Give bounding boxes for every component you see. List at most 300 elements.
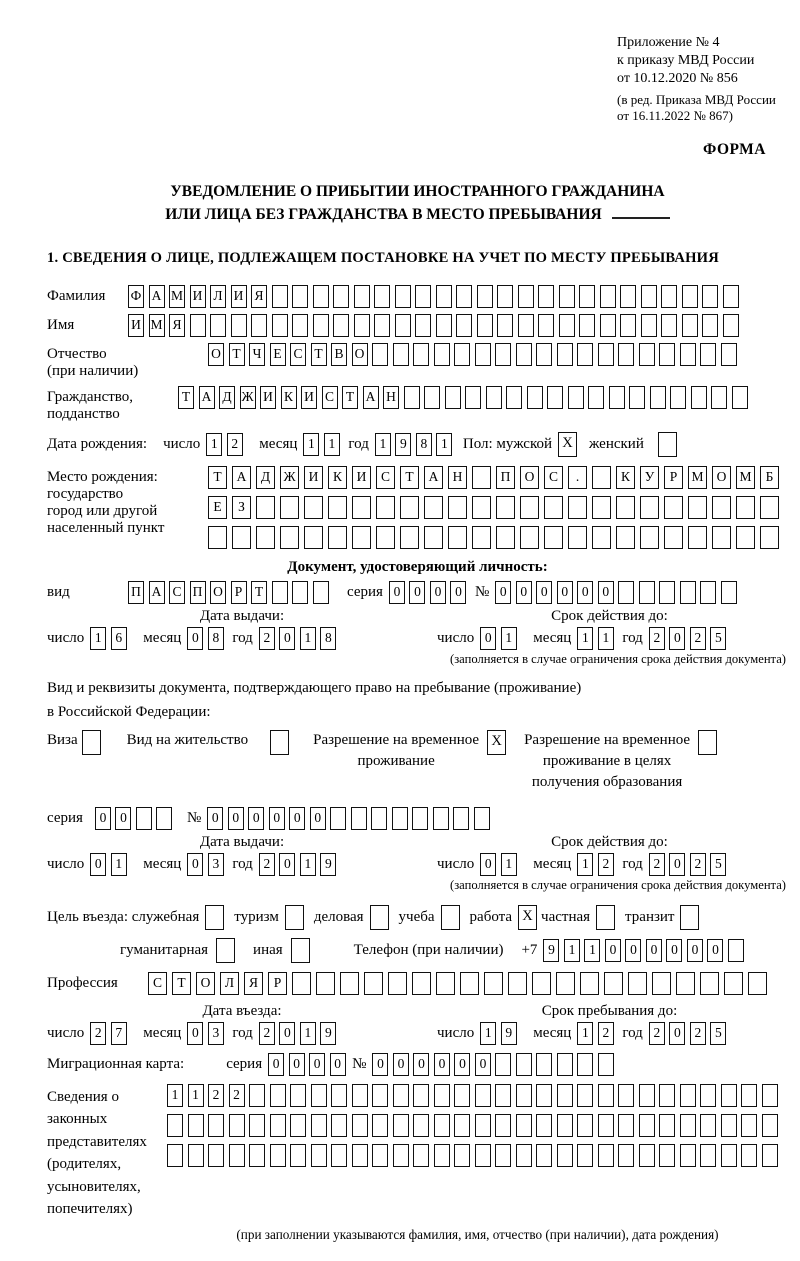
- char-cell[interactable]: [484, 972, 503, 995]
- char-cell[interactable]: [456, 314, 472, 337]
- char-cell[interactable]: [518, 314, 534, 337]
- char-cell[interactable]: [352, 1114, 368, 1137]
- char-cell[interactable]: [272, 581, 288, 604]
- char-cell[interactable]: [333, 314, 349, 337]
- char-cell[interactable]: 0: [279, 853, 295, 876]
- char-cell[interactable]: [292, 581, 308, 604]
- char-cell[interactable]: [495, 1053, 511, 1076]
- char-cell[interactable]: [340, 972, 359, 995]
- char-cell[interactable]: А: [149, 581, 165, 604]
- char-cell[interactable]: [331, 1084, 347, 1107]
- purpose-work-checkbox[interactable]: X: [518, 905, 537, 930]
- char-cell[interactable]: Т: [229, 343, 245, 366]
- char-cell[interactable]: М: [149, 314, 165, 337]
- char-cell[interactable]: [680, 343, 696, 366]
- char-cell[interactable]: [424, 496, 443, 519]
- char-cell[interactable]: С: [544, 466, 563, 489]
- char-cell[interactable]: И: [260, 386, 276, 409]
- char-cell[interactable]: [352, 496, 371, 519]
- char-cell[interactable]: [372, 343, 388, 366]
- char-cell[interactable]: А: [424, 466, 443, 489]
- char-cell[interactable]: 0: [207, 807, 223, 830]
- char-cell[interactable]: [167, 1144, 183, 1167]
- char-cell[interactable]: [445, 386, 461, 409]
- char-cell[interactable]: 0: [289, 807, 305, 830]
- char-cell[interactable]: И: [304, 466, 323, 489]
- char-cell[interactable]: [741, 1114, 757, 1137]
- char-cell[interactable]: 0: [269, 807, 285, 830]
- char-cell[interactable]: [664, 526, 683, 549]
- char-cell[interactable]: Т: [400, 466, 419, 489]
- char-cell[interactable]: [659, 581, 675, 604]
- char-cell[interactable]: 0: [310, 807, 326, 830]
- char-cell[interactable]: 0: [268, 1053, 284, 1076]
- char-cell[interactable]: [475, 343, 491, 366]
- char-cell[interactable]: А: [232, 466, 251, 489]
- char-cell[interactable]: [412, 807, 428, 830]
- char-cell[interactable]: 1: [188, 1084, 204, 1107]
- char-cell[interactable]: [311, 1144, 327, 1167]
- char-cell[interactable]: 6: [111, 627, 127, 650]
- char-cell[interactable]: И: [128, 314, 144, 337]
- char-cell[interactable]: [190, 314, 206, 337]
- char-cell[interactable]: [167, 1114, 183, 1137]
- char-cell[interactable]: 2: [690, 627, 706, 650]
- char-cell[interactable]: [536, 1084, 552, 1107]
- char-cell[interactable]: [516, 1084, 532, 1107]
- char-cell[interactable]: [544, 496, 563, 519]
- char-cell[interactable]: 3: [208, 853, 224, 876]
- char-cell[interactable]: 5: [710, 627, 726, 650]
- char-cell[interactable]: [536, 343, 552, 366]
- char-cell[interactable]: 1: [167, 1084, 183, 1107]
- char-cell[interactable]: [188, 1114, 204, 1137]
- char-cell[interactable]: [424, 526, 443, 549]
- char-cell[interactable]: В: [331, 343, 347, 366]
- char-cell[interactable]: [474, 807, 490, 830]
- char-cell[interactable]: [374, 285, 390, 308]
- char-cell[interactable]: [400, 526, 419, 549]
- char-cell[interactable]: Т: [208, 466, 227, 489]
- char-cell[interactable]: К: [616, 466, 635, 489]
- char-cell[interactable]: 0: [289, 1053, 305, 1076]
- char-cell[interactable]: Я: [251, 285, 267, 308]
- char-cell[interactable]: 0: [669, 853, 685, 876]
- char-cell[interactable]: [700, 1114, 716, 1137]
- char-cell[interactable]: [472, 466, 491, 489]
- char-cell[interactable]: [618, 343, 634, 366]
- char-cell[interactable]: О: [210, 581, 226, 604]
- char-cell[interactable]: [456, 285, 472, 308]
- char-cell[interactable]: 2: [227, 433, 243, 456]
- char-cell[interactable]: [292, 972, 311, 995]
- purpose-private-checkbox[interactable]: [596, 905, 615, 930]
- char-cell[interactable]: 1: [300, 1022, 316, 1045]
- char-cell[interactable]: [331, 1144, 347, 1167]
- char-cell[interactable]: [290, 1144, 306, 1167]
- char-cell[interactable]: [352, 1144, 368, 1167]
- char-cell[interactable]: [680, 1144, 696, 1167]
- char-cell[interactable]: Л: [220, 972, 239, 995]
- char-cell[interactable]: [661, 314, 677, 337]
- char-cell[interactable]: А: [363, 386, 379, 409]
- char-cell[interactable]: С: [376, 466, 395, 489]
- char-cell[interactable]: 2: [208, 1084, 224, 1107]
- char-cell[interactable]: 2: [649, 627, 665, 650]
- char-cell[interactable]: 9: [395, 433, 411, 456]
- char-cell[interactable]: [516, 1114, 532, 1137]
- char-cell[interactable]: 1: [584, 939, 600, 962]
- char-cell[interactable]: [496, 496, 515, 519]
- char-cell[interactable]: [700, 1144, 716, 1167]
- char-cell[interactable]: 1: [375, 433, 391, 456]
- char-cell[interactable]: [538, 285, 554, 308]
- char-cell[interactable]: О: [520, 466, 539, 489]
- char-cell[interactable]: Н: [383, 386, 399, 409]
- char-cell[interactable]: З: [232, 496, 251, 519]
- char-cell[interactable]: 1: [501, 853, 517, 876]
- char-cell[interactable]: [520, 526, 539, 549]
- char-cell[interactable]: [229, 1144, 245, 1167]
- char-cell[interactable]: [592, 526, 611, 549]
- char-cell[interactable]: [496, 526, 515, 549]
- char-cell[interactable]: [762, 1144, 778, 1167]
- char-cell[interactable]: [641, 314, 657, 337]
- char-cell[interactable]: [588, 386, 604, 409]
- char-cell[interactable]: О: [712, 466, 731, 489]
- char-cell[interactable]: [527, 386, 543, 409]
- char-cell[interactable]: [376, 496, 395, 519]
- char-cell[interactable]: Ч: [249, 343, 265, 366]
- char-cell[interactable]: 2: [598, 1022, 614, 1045]
- char-cell[interactable]: [536, 1053, 552, 1076]
- char-cell[interactable]: [568, 496, 587, 519]
- char-cell[interactable]: [280, 526, 299, 549]
- char-cell[interactable]: [640, 496, 659, 519]
- char-cell[interactable]: [592, 496, 611, 519]
- char-cell[interactable]: [436, 285, 452, 308]
- char-cell[interactable]: [454, 343, 470, 366]
- char-cell[interactable]: 1: [577, 853, 593, 876]
- char-cell[interactable]: [700, 972, 719, 995]
- char-cell[interactable]: [516, 343, 532, 366]
- char-cell[interactable]: М: [169, 285, 185, 308]
- char-cell[interactable]: [448, 496, 467, 519]
- char-cell[interactable]: [210, 314, 226, 337]
- char-cell[interactable]: [577, 343, 593, 366]
- char-cell[interactable]: [313, 314, 329, 337]
- char-cell[interactable]: [393, 1144, 409, 1167]
- char-cell[interactable]: 0: [536, 581, 552, 604]
- char-cell[interactable]: [251, 314, 267, 337]
- char-cell[interactable]: [270, 1114, 286, 1137]
- char-cell[interactable]: [518, 285, 534, 308]
- char-cell[interactable]: У: [640, 466, 659, 489]
- char-cell[interactable]: [741, 1144, 757, 1167]
- char-cell[interactable]: [639, 343, 655, 366]
- char-cell[interactable]: 0: [409, 581, 425, 604]
- char-cell[interactable]: [506, 386, 522, 409]
- temp-residence-checkbox[interactable]: X: [487, 730, 506, 755]
- char-cell[interactable]: [598, 1084, 614, 1107]
- char-cell[interactable]: 0: [330, 1053, 346, 1076]
- char-cell[interactable]: [577, 1114, 593, 1137]
- char-cell[interactable]: [620, 314, 636, 337]
- char-cell[interactable]: [559, 314, 575, 337]
- purpose-humanitarian-checkbox[interactable]: [216, 938, 235, 963]
- char-cell[interactable]: [280, 496, 299, 519]
- char-cell[interactable]: 0: [707, 939, 723, 962]
- char-cell[interactable]: [664, 496, 683, 519]
- char-cell[interactable]: 1: [303, 433, 319, 456]
- char-cell[interactable]: [544, 526, 563, 549]
- char-cell[interactable]: 0: [598, 581, 614, 604]
- char-cell[interactable]: 1: [564, 939, 580, 962]
- temp-residence-edu-checkbox[interactable]: [698, 730, 717, 755]
- char-cell[interactable]: 0: [187, 627, 203, 650]
- char-cell[interactable]: [680, 1114, 696, 1137]
- char-cell[interactable]: [700, 343, 716, 366]
- char-cell[interactable]: 0: [687, 939, 703, 962]
- char-cell[interactable]: 0: [187, 1022, 203, 1045]
- char-cell[interactable]: [536, 1144, 552, 1167]
- char-cell[interactable]: 9: [543, 939, 559, 962]
- char-cell[interactable]: [290, 1084, 306, 1107]
- char-cell[interactable]: Ж: [280, 466, 299, 489]
- char-cell[interactable]: [762, 1114, 778, 1137]
- char-cell[interactable]: [568, 386, 584, 409]
- char-cell[interactable]: 2: [259, 1022, 275, 1045]
- char-cell[interactable]: [557, 1144, 573, 1167]
- char-cell[interactable]: [691, 386, 707, 409]
- char-cell[interactable]: [600, 314, 616, 337]
- char-cell[interactable]: [413, 1114, 429, 1137]
- char-cell[interactable]: [760, 526, 779, 549]
- char-cell[interactable]: 2: [90, 1022, 106, 1045]
- char-cell[interactable]: 0: [577, 581, 593, 604]
- char-cell[interactable]: С: [322, 386, 338, 409]
- char-cell[interactable]: Т: [342, 386, 358, 409]
- char-cell[interactable]: [270, 1144, 286, 1167]
- char-cell[interactable]: [577, 1053, 593, 1076]
- char-cell[interactable]: [652, 972, 671, 995]
- char-cell[interactable]: 9: [501, 1022, 517, 1045]
- char-cell[interactable]: [434, 1084, 450, 1107]
- char-cell[interactable]: [682, 314, 698, 337]
- char-cell[interactable]: [354, 314, 370, 337]
- char-cell[interactable]: 0: [248, 807, 264, 830]
- purpose-commercial-checkbox[interactable]: [370, 905, 389, 930]
- char-cell[interactable]: 8: [416, 433, 432, 456]
- char-cell[interactable]: [495, 1114, 511, 1137]
- char-cell[interactable]: [256, 526, 275, 549]
- char-cell[interactable]: [352, 526, 371, 549]
- sex-male-checkbox[interactable]: X: [558, 432, 577, 457]
- char-cell[interactable]: [454, 1144, 470, 1167]
- char-cell[interactable]: 0: [669, 1022, 685, 1045]
- char-cell[interactable]: [434, 1144, 450, 1167]
- char-cell[interactable]: 7: [111, 1022, 127, 1045]
- char-cell[interactable]: [641, 285, 657, 308]
- char-cell[interactable]: [393, 1114, 409, 1137]
- char-cell[interactable]: [520, 496, 539, 519]
- char-cell[interactable]: [374, 314, 390, 337]
- char-cell[interactable]: Т: [172, 972, 191, 995]
- char-cell[interactable]: [680, 581, 696, 604]
- char-cell[interactable]: [616, 496, 635, 519]
- char-cell[interactable]: [676, 972, 695, 995]
- char-cell[interactable]: 0: [279, 1022, 295, 1045]
- char-cell[interactable]: [659, 1084, 675, 1107]
- char-cell[interactable]: [592, 466, 611, 489]
- char-cell[interactable]: [395, 314, 411, 337]
- char-cell[interactable]: [395, 285, 411, 308]
- char-cell[interactable]: Л: [210, 285, 226, 308]
- char-cell[interactable]: [547, 386, 563, 409]
- char-cell[interactable]: О: [196, 972, 215, 995]
- char-cell[interactable]: [659, 343, 675, 366]
- char-cell[interactable]: [577, 1144, 593, 1167]
- char-cell[interactable]: 2: [649, 853, 665, 876]
- char-cell[interactable]: [557, 1053, 573, 1076]
- char-cell[interactable]: [670, 386, 686, 409]
- char-cell[interactable]: [304, 496, 323, 519]
- char-cell[interactable]: С: [169, 581, 185, 604]
- char-cell[interactable]: [249, 1144, 265, 1167]
- char-cell[interactable]: [328, 526, 347, 549]
- char-cell[interactable]: [477, 314, 493, 337]
- char-cell[interactable]: [292, 314, 308, 337]
- char-cell[interactable]: [364, 972, 383, 995]
- char-cell[interactable]: [495, 1144, 511, 1167]
- char-cell[interactable]: К: [281, 386, 297, 409]
- char-cell[interactable]: [598, 1114, 614, 1137]
- char-cell[interactable]: [639, 1144, 655, 1167]
- char-cell[interactable]: 2: [690, 1022, 706, 1045]
- char-cell[interactable]: 1: [90, 627, 106, 650]
- char-cell[interactable]: 5: [710, 1022, 726, 1045]
- char-cell[interactable]: 0: [279, 627, 295, 650]
- char-cell[interactable]: [736, 526, 755, 549]
- char-cell[interactable]: 1: [577, 1022, 593, 1045]
- char-cell[interactable]: Р: [664, 466, 683, 489]
- char-cell[interactable]: [711, 386, 727, 409]
- char-cell[interactable]: М: [736, 466, 755, 489]
- char-cell[interactable]: [270, 1084, 286, 1107]
- char-cell[interactable]: [712, 526, 731, 549]
- char-cell[interactable]: [331, 1114, 347, 1137]
- sex-female-checkbox[interactable]: [658, 432, 677, 457]
- char-cell[interactable]: 1: [480, 1022, 496, 1045]
- char-cell[interactable]: [557, 343, 573, 366]
- char-cell[interactable]: [598, 1144, 614, 1167]
- char-cell[interactable]: Т: [178, 386, 194, 409]
- char-cell[interactable]: 2: [649, 1022, 665, 1045]
- char-cell[interactable]: 3: [208, 1022, 224, 1045]
- char-cell[interactable]: [497, 285, 513, 308]
- char-cell[interactable]: С: [290, 343, 306, 366]
- char-cell[interactable]: [618, 1114, 634, 1137]
- char-cell[interactable]: Ж: [240, 386, 256, 409]
- char-cell[interactable]: [472, 496, 491, 519]
- char-cell[interactable]: [448, 526, 467, 549]
- char-cell[interactable]: [433, 807, 449, 830]
- char-cell[interactable]: [351, 807, 367, 830]
- char-cell[interactable]: Д: [256, 466, 275, 489]
- char-cell[interactable]: 9: [320, 1022, 336, 1045]
- char-cell[interactable]: 0: [115, 807, 131, 830]
- char-cell[interactable]: [372, 1144, 388, 1167]
- char-cell[interactable]: 0: [187, 853, 203, 876]
- char-cell[interactable]: 2: [229, 1084, 245, 1107]
- char-cell[interactable]: 1: [436, 433, 452, 456]
- char-cell[interactable]: [532, 972, 551, 995]
- char-cell[interactable]: [618, 1084, 634, 1107]
- char-cell[interactable]: 0: [393, 1053, 409, 1076]
- char-cell[interactable]: [454, 1114, 470, 1137]
- char-cell[interactable]: Е: [208, 496, 227, 519]
- char-cell[interactable]: [618, 1144, 634, 1167]
- char-cell[interactable]: 2: [259, 627, 275, 650]
- char-cell[interactable]: [559, 285, 575, 308]
- char-cell[interactable]: [354, 285, 370, 308]
- char-cell[interactable]: [208, 526, 227, 549]
- char-cell[interactable]: [415, 285, 431, 308]
- char-cell[interactable]: П: [496, 466, 515, 489]
- char-cell[interactable]: [620, 285, 636, 308]
- char-cell[interactable]: [556, 972, 575, 995]
- char-cell[interactable]: 0: [430, 581, 446, 604]
- char-cell[interactable]: 8: [208, 627, 224, 650]
- char-cell[interactable]: [371, 807, 387, 830]
- char-cell[interactable]: [680, 1084, 696, 1107]
- char-cell[interactable]: [412, 972, 431, 995]
- char-cell[interactable]: 2: [598, 853, 614, 876]
- char-cell[interactable]: 0: [646, 939, 662, 962]
- char-cell[interactable]: [721, 1084, 737, 1107]
- char-cell[interactable]: [311, 1114, 327, 1137]
- char-cell[interactable]: 1: [324, 433, 340, 456]
- char-cell[interactable]: [616, 526, 635, 549]
- char-cell[interactable]: [486, 386, 502, 409]
- char-cell[interactable]: 0: [480, 853, 496, 876]
- char-cell[interactable]: 0: [389, 581, 405, 604]
- char-cell[interactable]: Е: [270, 343, 286, 366]
- char-cell[interactable]: [639, 581, 655, 604]
- char-cell[interactable]: Б: [760, 466, 779, 489]
- char-cell[interactable]: [760, 496, 779, 519]
- char-cell[interactable]: [136, 807, 152, 830]
- char-cell[interactable]: 8: [320, 627, 336, 650]
- char-cell[interactable]: 1: [111, 853, 127, 876]
- char-cell[interactable]: [436, 972, 455, 995]
- char-cell[interactable]: [728, 939, 744, 962]
- char-cell[interactable]: С: [148, 972, 167, 995]
- char-cell[interactable]: И: [352, 466, 371, 489]
- char-cell[interactable]: [516, 1053, 532, 1076]
- char-cell[interactable]: 1: [300, 853, 316, 876]
- char-cell[interactable]: [538, 314, 554, 337]
- char-cell[interactable]: [762, 1084, 778, 1107]
- char-cell[interactable]: 0: [557, 581, 573, 604]
- char-cell[interactable]: 0: [516, 581, 532, 604]
- char-cell[interactable]: [495, 343, 511, 366]
- char-cell[interactable]: [516, 1144, 532, 1167]
- char-cell[interactable]: [372, 1084, 388, 1107]
- char-cell[interactable]: [400, 496, 419, 519]
- char-cell[interactable]: [659, 1144, 675, 1167]
- char-cell[interactable]: [497, 314, 513, 337]
